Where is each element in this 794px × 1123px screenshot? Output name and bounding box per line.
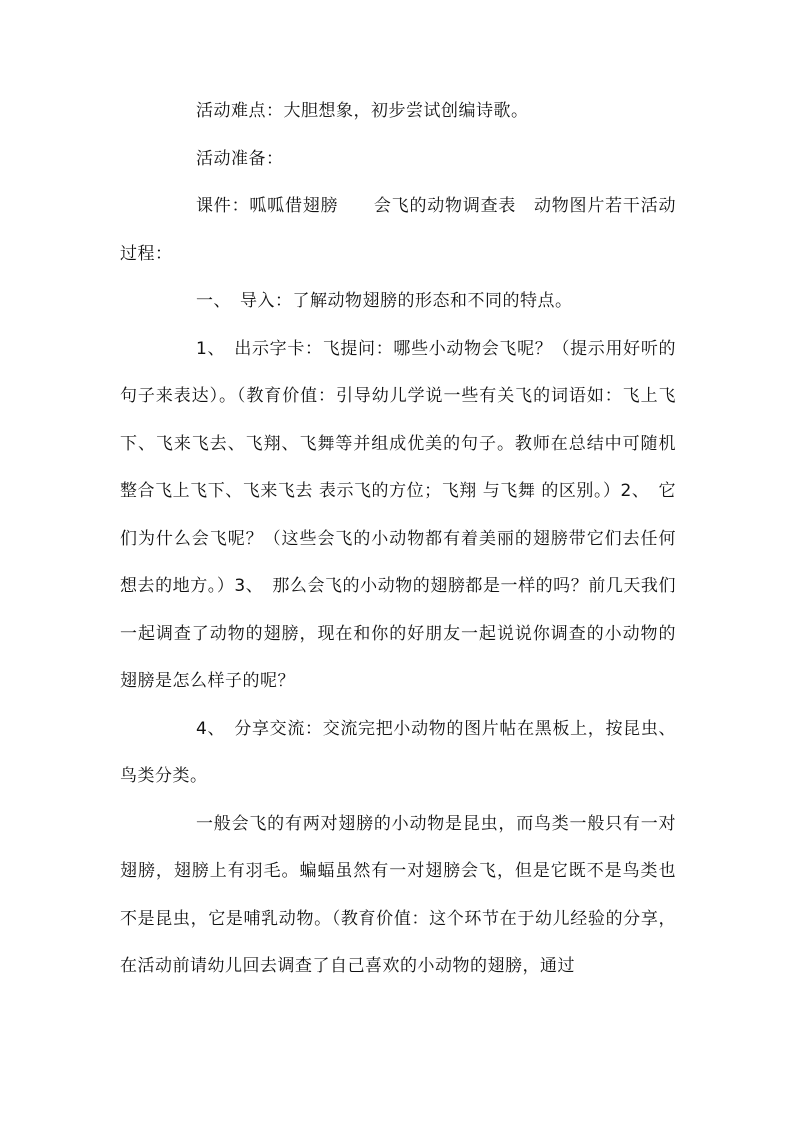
paragraph-section-intro: 一、 导入：了解动物翅膀的形态和不同的特点。 bbox=[196, 291, 573, 311]
paragraph-step-1-3: 1、 出示字卡：飞提问：哪些小动物会飞呢？（提示用好听的句子来表达）。（教育价值：引导幼儿学说一些有关飞的词语如：飞上飞下、飞来飞去、飞翔、飞舞等并组成优美的句子。教师在总结中可随机整合飞上飞下、飞来飞去 表示飞的方位；飞翔 与飞舞 的区别。）2、 它们为什么会飞呢？（这些会飞的小动物都有着美丽的翅膀带它们去任何想去的地方。）3、 那么会飞的小动物的翅膀都是一样的吗？前几天我们一起调查了动物的翅膀，现在和你的好朋友一起说说你调查的小动物的翅膀是怎么样子的呢？ bbox=[120, 338, 676, 691]
paragraph-activity-difficulty: 活动难点：大胆想象，初步尝试创编诗歌。 bbox=[196, 101, 529, 121]
paragraph-summary: 一般会飞的有两对翅膀的小动物是昆虫，而鸟类一般只有一对翅膀，翅膀上有羽毛。蝙蝠虽然有一对翅膀会飞，但是它既不是鸟类也不是昆虫，它是哺乳动物。（教育价值：这个环节在于幼儿经验的分享，在活动前请幼儿回去调查了自己喜欢的小动物的翅膀，通过 bbox=[120, 813, 676, 976]
paragraph-courseware: 课件：呱呱借翅膀 会飞的动物调查表 动物图片若干活动过程： bbox=[120, 196, 676, 264]
document-body bbox=[120, 88, 676, 991]
paragraph-activity-preparation: 活动准备： bbox=[196, 148, 284, 169]
paragraph-step-4: 4、 分享交流：交流完把小动物的图片帖在黑板上，按昆虫、鸟类分类。 bbox=[120, 718, 676, 786]
